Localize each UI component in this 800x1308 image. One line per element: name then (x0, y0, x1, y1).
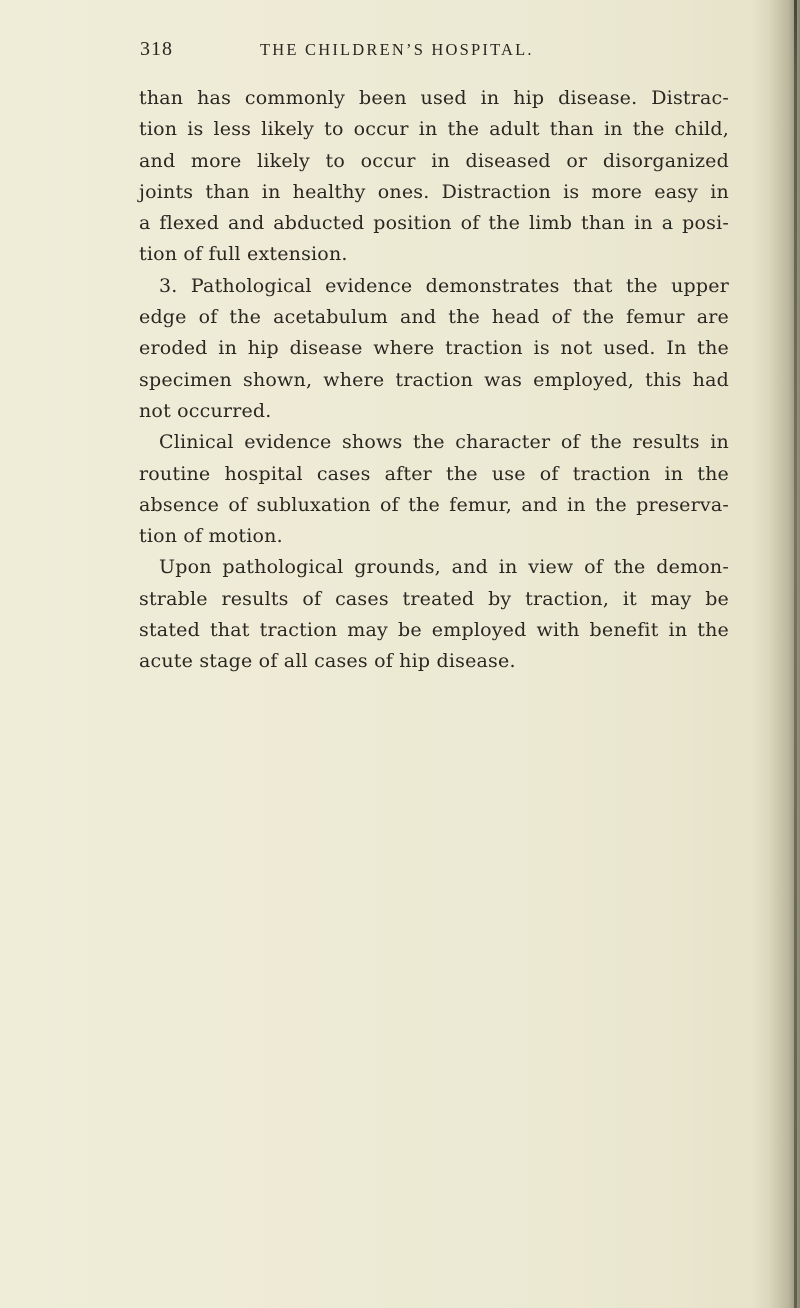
page-header (140, 38, 740, 62)
text-line: tion is less likely to occur in the adult than in the child, (139, 118, 729, 141)
text-line: acute stage of all cases of hip disease. (139, 650, 516, 673)
text-line: than has commonly been used in hip disease. Distrac- (139, 87, 729, 109)
page-edge-shadow (752, 0, 800, 1308)
text-line: Upon pathological grounds, and in view of the demon- (159, 556, 729, 579)
text-line: Clinical evidence shows the character of the results in (159, 431, 729, 454)
page-edge-binding (794, 0, 797, 1308)
text-line: absence of subluxation of the femur, and in the preserva- (139, 493, 729, 516)
page-number: 318 (140, 38, 173, 60)
text-line: edge of the acetabulum and the head of the femur are (139, 306, 729, 329)
text-line: not occurred. (139, 399, 272, 422)
text-line: tion of full extension. (139, 243, 348, 266)
text-line: tion of motion. (139, 525, 283, 548)
text-line: stated that traction may be employed with benefit in the (139, 619, 729, 642)
text-line: and more likely to occur in diseased or disorganized (139, 149, 729, 172)
text-line: eroded in hip disease where traction is not used. In the (139, 337, 729, 360)
text-line: routine hospital cases after the use of traction in the (139, 462, 729, 485)
body-text (139, 83, 729, 678)
text-line: specimen shown, where traction was employed, this had (139, 368, 729, 391)
running-title: THE CHILDREN’S HOSPITAL. (260, 40, 534, 59)
text-line: joints than in healthy ones. Distraction is more easy in (139, 180, 729, 203)
text-line: strable results of cases treated by traction, it may be (139, 587, 729, 610)
text-line: 3. Pathological evidence demonstrates that the upper (159, 274, 729, 297)
text-line: a flexed and abducted position of the limb than in a posi- (139, 212, 729, 235)
